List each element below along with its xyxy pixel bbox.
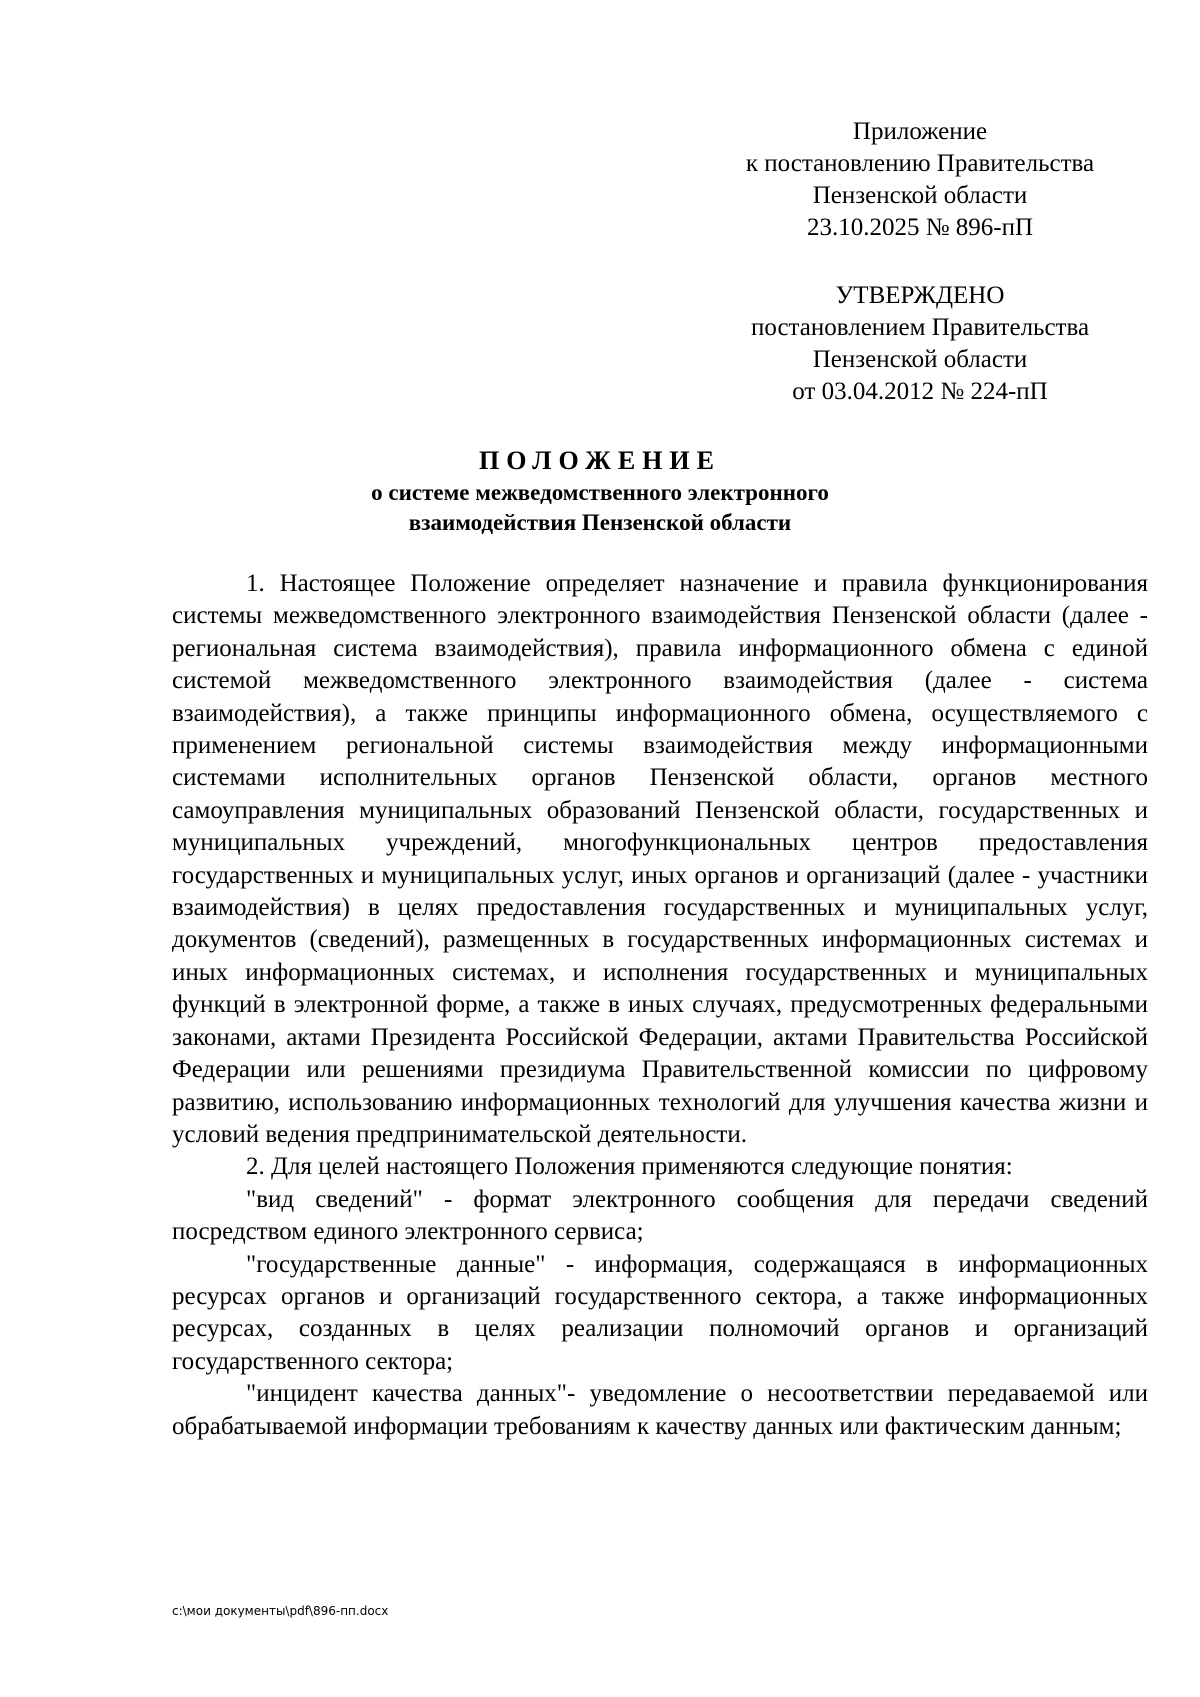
- appendix-header: [720, 116, 1120, 244]
- approved-line-1: УТВЕРЖДЕНО: [835, 282, 1005, 309]
- appendix-line-3: Пензенской области: [812, 182, 1028, 209]
- paragraph-5: "инцидент качества данных"- уведомление о несоответствии передаваемой или обрабатываемой информации требованиям к качеству данных или фактическим данным;: [172, 1380, 1148, 1440]
- approved-header: [720, 280, 1120, 408]
- paragraph-2: 2. Для целей настоящего Положения применяются следующие понятия:: [246, 1153, 1013, 1181]
- approved-line-4: от 03.04.2012 № 224-пП: [792, 378, 1048, 405]
- document-title: [170, 444, 1030, 538]
- appendix-line-2: к постановлению Правительства: [745, 150, 1095, 177]
- approved-line-2: постановлением Правительства: [750, 314, 1090, 341]
- appendix-line-4: 23.10.2025 № 896-пП: [806, 214, 1034, 241]
- approved-line-3: Пензенской области: [812, 346, 1028, 373]
- paragraph-1: 1. Настоящее Положение определяет назначение и правила функционирования системы межведомственного электронного взаимодействия Пензенской области (далее - региональная система взаимодействия), правила информационного обмена с единой системой межведомственного электронного взаимодействия (далее - система взаимодействия), а также принципы информационного обмена, осуществляемого с применением региональной системы взаимодействия между информационными системами исполнительных органов Пензенской области, органов местного самоуправления муниципальных образований Пензенской области, государственных и муниципальных учреждений, многофункциональных центров предоставления государственных и муниципальных услуг, иных органов и организаций (далее - участники взаимодействия) в целях предоставления государственных и муниципальных услуг, документов (сведений), размещенных в государственных информационных системах и иных информационных системах, и исполнения государственных и муниципальных функций в электронной форме, а также в иных случаях, предусмотренных федеральными законами, актами Президента Российской Федерации, актами Правительства Российской Федерации или решениями президиума Правительственной комиссии по цифровому развитию, использованию информационных технологий для улучшения качества жизни и условий ведения предпринимательской деятельности.: [172, 570, 1148, 1148]
- footer-file-path: c:\мои документы\pdf\896-пп.docx: [172, 1604, 389, 1618]
- title-subtitle-line-1: о системе межведомственного электронного: [371, 480, 829, 505]
- paragraph-3: "вид сведений" - формат электронного сообщения для передачи сведений посредством единого электронного сервиса;: [172, 1185, 1148, 1246]
- title-main: ПОЛОЖЕНИЕ: [479, 446, 721, 475]
- appendix-line-1: Приложение: [852, 118, 988, 145]
- document-body: [172, 568, 1148, 1443]
- title-subtitle-line-2: взаимодействия Пензенской области: [408, 510, 792, 535]
- paragraph-4: "государственные данные" - информация, содержащаяся в информационных ресурсах органов и организаций государственного сектора, а также информационных ресурсах, созданных в целях реализации полномочий органов и организаций государственного сектора;: [172, 1250, 1148, 1375]
